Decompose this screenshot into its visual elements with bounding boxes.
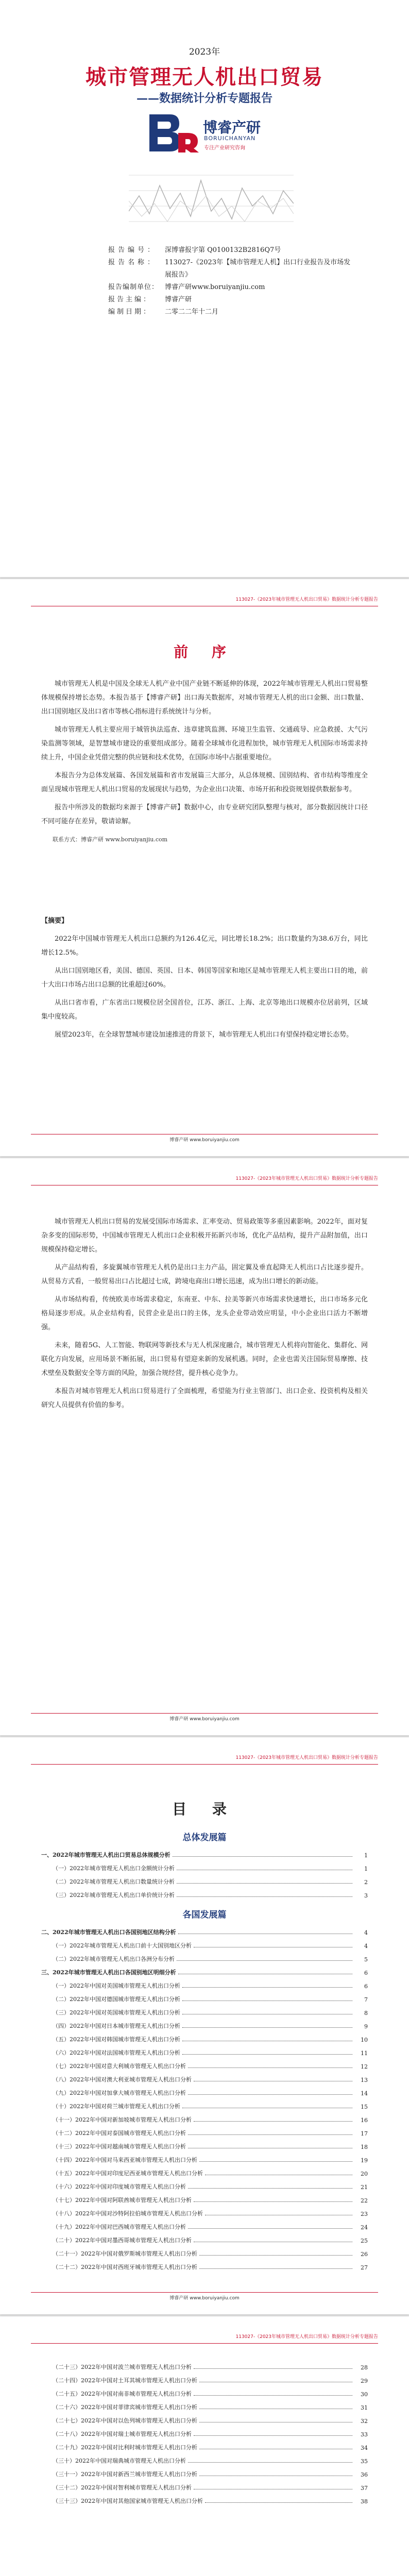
toc-entry[interactable] — [41, 1872, 368, 1886]
cover-info-block — [108, 244, 355, 318]
toc-page-number: 31 — [361, 2404, 368, 2411]
toc-entry[interactable] — [41, 2478, 368, 2492]
toc-entry-title: （五）2022年中国对韩国城市管理无人机出口分析 — [53, 2036, 180, 2043]
toc-page-number: 17 — [361, 2130, 368, 2137]
toc-entry-title: （八）2022年中国对澳大利亚城市管理无人机出口分析 — [53, 2076, 192, 2083]
page-header: 113027-《2023年城市管理无人机出口贸易》数据统计分析专题报告 — [31, 1754, 378, 1765]
toc-entry[interactable] — [41, 2438, 368, 2451]
toc-entry-title: （二）2022年城市管理无人机出口数量统计分析 — [53, 1878, 175, 1885]
toc-page-number: 24 — [361, 2224, 368, 2231]
info-row-editor: 报告主编： 博睿产研 — [108, 296, 192, 303]
cover-year: 2023年 — [189, 47, 220, 57]
page-header: 113027-《2023年城市管理无人机出口贸易》数据统计分析专题报告 — [31, 2333, 378, 2344]
toc-page-number: 8 — [364, 2010, 368, 2016]
summary-paragraph: 从出口省市看，广东省出口规模位居全国首位，江苏、浙江、上海、北京等地出口规模亦位居前列，区域集中度较高。 — [41, 999, 368, 1021]
toc-leader-dots — [199, 2255, 352, 2256]
toc-entry[interactable] — [41, 2258, 368, 2271]
toc-page-number: 21 — [361, 2184, 368, 2191]
toc-entry[interactable] — [41, 2003, 368, 2016]
toc-page-number: 4 — [364, 1929, 368, 1936]
toc-entry[interactable] — [41, 1963, 368, 1976]
toc-entry-title: （十八）2022年中国对沙特阿拉伯城市管理无人机出口分析 — [53, 2210, 203, 2217]
toc-page-number: 38 — [361, 2498, 368, 2505]
toc-leader-dots — [199, 2268, 352, 2269]
summary-paragraph: 2022年中国城市管理无人机出口总额约为126.4亿元，同比增长18.2%；出口数量约为38.6万台，同比增长12.5%。 — [41, 935, 368, 957]
toc-page-number: 23 — [361, 2211, 368, 2217]
toc-entry-title: （二十五）2022年中国对南非城市管理无人机出口分析 — [53, 2391, 192, 2397]
toc-entry-title: （二十一）2022年中国对俄罗斯城市管理无人机出口分析 — [53, 2250, 197, 2257]
toc-page-number: 1 — [364, 1852, 368, 1859]
toc-entry[interactable] — [41, 2384, 368, 2398]
toc-entry[interactable] — [41, 1950, 368, 1963]
toc-entry-title: （十五）2022年中国对印度尼西亚城市管理无人机出口分析 — [53, 2170, 203, 2177]
toc-entry[interactable] — [41, 1976, 368, 1990]
toc-page-number: 13 — [361, 2077, 368, 2083]
br-logo-icon — [149, 112, 199, 154]
toc-page-number: 20 — [361, 2171, 368, 2177]
toc-page-number: 3 — [364, 1892, 368, 1899]
preface-page — [0, 579, 409, 1156]
toc-leader-dots — [182, 1987, 352, 1988]
contact-line: 联系方式：博睿产研 www.boruiyanjiu.com — [53, 836, 168, 843]
toc-page-number: 9 — [364, 2023, 368, 2030]
toc-leader-dots — [194, 2368, 352, 2369]
toc-page-number: 36 — [361, 2471, 368, 2478]
page-header: 113027-《2023年城市管理无人机出口贸易》数据统计分析专题报告 — [31, 596, 378, 606]
toc-page-number: 27 — [361, 2264, 368, 2271]
toc-entry[interactable] — [41, 2371, 368, 2384]
toc-entry-title: 三、2022年城市管理无人机出口各国别地区明细分析 — [41, 1969, 176, 1976]
toc-entry[interactable] — [41, 2030, 368, 2043]
toc-entry[interactable] — [41, 2177, 368, 2191]
preface-text — [41, 677, 368, 851]
toc-leader-dots — [177, 1960, 352, 1961]
toc-entry[interactable] — [41, 2451, 368, 2465]
logo-chinese-text: 博睿产研 — [203, 119, 261, 136]
toc-entry[interactable] — [41, 2150, 368, 2164]
toc-entry[interactable] — [41, 2358, 368, 2371]
cover-page — [0, 0, 409, 577]
toc-entry[interactable] — [41, 2492, 368, 2505]
toc-entry-title: （十一）2022年中国对新加坡城市管理无人机出口分析 — [53, 2116, 192, 2123]
toc-entry-title: （三十三）2022年中国对其他国家城市管理无人机出口分析 — [53, 2498, 203, 2504]
body-paragraph: 从市场结构看，传统欧美市场需求稳定，东南亚、中东、拉美等新兴市场需求快速增长，出口市场多元化格局逐步形成。从企业结构看，民营企业是出口的主体，龙头企业带动效应明显，中小企业出口活力不断增强。 — [41, 1296, 368, 1331]
preface-title: 前 序 — [174, 643, 235, 660]
toc-entry-title: （二十三）2022年中国对波兰城市管理无人机出口分析 — [53, 2364, 192, 2370]
cover-title: 城市管理无人机出口贸易 — [86, 65, 323, 89]
preface-paragraph: 本报告分为总体发展篇、各国发展篇和省市发展篇三大部分，从总体规模、国别结构、省市结构等维度全面呈现城市管理无人机出口贸易的发展现状与趋势，为企业出口决策、市场开拓和投资规划提供数据参考。 — [41, 772, 368, 793]
page-footer: 博睿产研 www.boruiyanjiu.com — [31, 1713, 378, 1722]
toc-entry[interactable] — [41, 2083, 368, 2097]
toc-leader-dots — [182, 2027, 352, 2028]
toc-section-heading: 总体发展篇 — [182, 1833, 227, 1843]
toc-page-number: 25 — [361, 2238, 368, 2244]
toc-leader-dots — [182, 2054, 352, 2055]
toc-leader-dots — [188, 2067, 352, 2068]
toc-page-number: 29 — [361, 2378, 368, 2384]
toc-entry-title: （三十）2022年中国对瑞典城市管理无人机出口分析 — [53, 2458, 186, 2464]
toc-page-number: 16 — [361, 2117, 368, 2124]
toc-leader-dots — [205, 2502, 352, 2503]
toc-title: 目 录 — [172, 1801, 237, 1818]
toc-page-number: 6 — [364, 1970, 368, 1976]
toc-page-number: 5 — [364, 1956, 368, 1963]
summary-paragraph: 从出口国别地区看，美国、德国、英国、日本、韩国等国家和地区是城市管理无人机主要出口目的地，前十大出口市场占出口总额的比重超过60%。 — [41, 967, 368, 989]
body-paragraph: 本报告对城市管理无人机出口贸易进行了全面梳理，希望能为行业主管部门、出口企业、投资机构及相关研究人员提供有价值的参考。 — [41, 1387, 368, 1409]
body-paragraph: 城市管理无人机出口贸易的发展受国际市场需求、汇率变动、贸易政策等多重因素影响。2022年，面对复杂多变的国际形势，中国城市管理无人机出口企业积极开拓新兴市场，优化产品结构，提升产品附加值，出口规模保持稳定增长。 — [41, 1218, 368, 1253]
toc-page-number: 18 — [361, 2144, 368, 2150]
toc-entry[interactable] — [41, 2425, 368, 2438]
toc-entry-title: （十四）2022年中国对马来西亚城市管理无人机出口分析 — [53, 2157, 197, 2163]
toc-entry[interactable] — [41, 2191, 368, 2204]
toc-page-number: 37 — [361, 2485, 368, 2492]
logo-english-text: BORUICHANYAN — [204, 135, 256, 142]
toc-page-number: 1 — [364, 1866, 368, 1872]
toc-entry-title: （二十六）2022年中国对菲律宾城市管理无人机出口分析 — [53, 2404, 197, 2411]
toc-entry[interactable] — [41, 2465, 368, 2478]
toc-entry[interactable] — [41, 1886, 368, 1899]
toc-leader-dots — [188, 2134, 352, 2135]
toc-entry-title: （三）2022年中国对英国城市管理无人机出口分析 — [53, 2009, 180, 2016]
toc-page-number: 19 — [361, 2157, 368, 2164]
toc-entry-title: （四）2022年中国对日本城市管理无人机出口分析 — [53, 2023, 180, 2029]
body-page — [0, 1158, 409, 1735]
toc-page — [0, 2316, 409, 2576]
toc-page-number: 28 — [361, 2364, 368, 2371]
summary-paragraph: 展望2023年，在全球智慧城市建设加速推进的背景下，城市管理无人机出口有望保持稳定增长态势。 — [55, 1031, 353, 1039]
toc-entry[interactable] — [41, 2110, 368, 2124]
toc-leader-dots — [188, 2188, 352, 2189]
preface-paragraph: 报告中所涉及的数据均来源于【博睿产研】数据中心，由专业研究团队整理与核对，部分数据因统计口径不同可能存在差异，敬请谅解。 — [41, 804, 368, 825]
toc-entry[interactable] — [41, 2124, 368, 2137]
toc-page-number: 34 — [361, 2445, 368, 2451]
toc-leader-dots — [199, 2161, 352, 2162]
toc-page-number: 35 — [361, 2458, 368, 2465]
toc-page-number: 22 — [361, 2197, 368, 2204]
toc-entry[interactable] — [41, 2217, 368, 2231]
toc-entry-title: （十六）2022年中国对印度城市管理无人机出口分析 — [53, 2183, 186, 2190]
toc-entry[interactable] — [41, 2043, 368, 2057]
cover-subtitle: ——数据统计分析专题报告 — [136, 92, 272, 105]
toc-entry-title: （二十）2022年中国对墨西哥城市管理无人机出口分析 — [53, 2237, 192, 2244]
toc-entry-title: （二十七）2022年中国对以色列城市管理无人机出口分析 — [53, 2417, 197, 2424]
toc-entry-title: 一、2022年城市管理无人机出口贸易总体规模分析 — [41, 1852, 171, 1858]
toc-entry-title: （一）2022年城市管理无人机出口前十大国别地区分析 — [53, 1942, 192, 1949]
toc-entry[interactable] — [41, 2398, 368, 2411]
info-row-organization: 报告编制单位： 博睿产研www.boruiyanjiu.com — [108, 283, 265, 291]
info-row-report-id: 报告编号： 深博睿报字第 Q0100132B2816Q7号 — [108, 246, 281, 254]
toc-leader-dots — [177, 1883, 352, 1884]
toc-entry[interactable] — [41, 2231, 368, 2244]
toc-entry-title: （二）2022年城市管理无人机出口各洲分布分析 — [53, 1956, 175, 1962]
toc-page-number: 11 — [361, 2050, 368, 2057]
toc-entry-title: （二十九）2022年中国对比利时城市管理无人机出口分析 — [53, 2444, 197, 2451]
decorative-line-graph — [129, 165, 294, 237]
toc-page — [0, 1737, 409, 2314]
toc-entry[interactable] — [41, 2070, 368, 2083]
toc-section-heading: 各国发展篇 — [182, 1910, 227, 1920]
toc-entry[interactable] — [41, 2016, 368, 2030]
toc-entry-title: （七）2022年中国对意大利城市管理无人机出口分析 — [53, 2063, 186, 2070]
preface-paragraph: 城市管理无人机主要应用于城管执法巡查、违章建筑监测、环境卫生监管、交通疏导、应急救援、大气污染监测等领域，是智慧城市建设的重要组成部分。随着全球城市化进程加快，城市管理无人机国际市场需求持续上升，中国企业凭借完整的供应链和技术优势，在国际市场中占据重要地位。 — [41, 726, 368, 761]
toc-page-number: 15 — [361, 2104, 368, 2110]
toc-entry-title: （十七）2022年中国对阿联酋城市管理无人机出口分析 — [53, 2197, 192, 2204]
toc-entry-title: （十三）2022年中国对越南城市管理无人机出口分析 — [53, 2143, 186, 2150]
toc-page-number: 10 — [361, 2037, 368, 2043]
toc-entry[interactable] — [41, 2244, 368, 2258]
toc-page-number: 33 — [361, 2431, 368, 2438]
toc-list-overall — [41, 1845, 368, 1899]
toc-entry-title: （十九）2022年中国对巴西城市管理无人机出口分析 — [53, 2224, 186, 2230]
toc-entry-title: （三十二）2022年中国对智利城市管理无人机出口分析 — [53, 2484, 192, 2491]
toc-list-countries-cont — [41, 2358, 368, 2505]
toc-entry-title: （一）2022年中国对美国城市管理无人机出口分析 — [53, 1982, 180, 1989]
toc-entry-title: （二）2022年中国对德国城市管理无人机出口分析 — [53, 1996, 180, 2003]
page-header: 113027-《2023年城市管理无人机出口贸易》数据统计分析专题报告 — [31, 1175, 378, 1185]
toc-leader-dots — [194, 2435, 352, 2436]
summary-block — [41, 914, 368, 1046]
toc-entry[interactable] — [41, 1990, 368, 2003]
toc-page-number: 30 — [361, 2391, 368, 2398]
toc-entry-title: （十）2022年中国对荷兰城市管理无人机出口分析 — [53, 2103, 180, 2110]
toc-leader-dots — [194, 2395, 352, 2396]
info-row-report-name: 报告名称： 113027-《2023年【城市管理无人机】出口行业报告及市场发展报告》 — [108, 259, 351, 279]
toc-entry[interactable] — [41, 2137, 368, 2150]
toc-leader-dots — [194, 2121, 352, 2122]
toc-page-number: 4 — [364, 1943, 368, 1950]
toc-page-number: 7 — [364, 1996, 368, 2003]
body-paragraph: 从产品结构看，多旋翼城市管理无人机仍是出口主力产品，固定翼及垂直起降无人机出口占比逐步提升。从贸易方式看，一般贸易出口占比超过七成，跨境电商出口增长迅速，成为出口增长的新动能。 — [41, 1264, 368, 1285]
toc-list-countries — [41, 1923, 368, 2271]
toc-entry-title: （三十一）2022年中国对新西兰城市管理无人机出口分析 — [53, 2471, 197, 2478]
logo-tagline: 专注产业研究咨询 — [204, 145, 245, 151]
toc-entry[interactable] — [41, 2411, 368, 2425]
toc-leader-dots — [194, 2201, 352, 2202]
toc-entry-title: （二十二）2022年中国对西班牙城市管理无人机出口分析 — [53, 2264, 197, 2270]
toc-entry[interactable] — [41, 2057, 368, 2070]
body-text — [41, 1215, 368, 1416]
toc-page-number: 32 — [361, 2418, 368, 2425]
toc-entry[interactable] — [41, 2097, 368, 2110]
toc-page-number: 2 — [364, 1879, 368, 1886]
toc-leader-dots — [188, 2094, 352, 2095]
page-footer: 博睿产研 www.boruiyanjiu.com — [31, 1134, 378, 1143]
toc-entry[interactable] — [41, 1845, 368, 1859]
toc-entry[interactable] — [41, 2204, 368, 2217]
toc-entry[interactable] — [41, 1936, 368, 1950]
toc-entry-title: （六）2022年中国对法国城市管理无人机出口分析 — [53, 2049, 180, 2056]
info-row-date: 编制日期： 二零二二年十二月 — [108, 308, 219, 316]
toc-entry-title: （二十四）2022年中国对土耳其城市管理无人机出口分析 — [53, 2377, 197, 2384]
toc-entry[interactable] — [41, 1923, 368, 1936]
toc-page-number: 12 — [361, 2063, 368, 2070]
toc-entry[interactable] — [41, 1859, 368, 1872]
toc-leader-dots — [188, 2228, 352, 2229]
toc-page-number: 6 — [364, 1983, 368, 1990]
toc-entry-title: （三）2022年城市管理无人机出口单价统计分析 — [53, 1892, 175, 1899]
page-footer: 博睿产研 www.boruiyanjiu.com — [31, 2292, 378, 2301]
toc-entry-title: （二十八）2022年中国对瑞士城市管理无人机出口分析 — [53, 2431, 192, 2437]
toc-entry-title: 二、2022年城市管理无人机出口各国别地区结构分析 — [41, 1929, 176, 1936]
toc-entry[interactable] — [41, 2164, 368, 2177]
brand-logo — [149, 112, 268, 159]
toc-page-number: 26 — [361, 2251, 368, 2258]
preface-paragraph: 城市管理无人机是中国及全球无人机产业中国产业链不断延伸的体现，2022年城市管理无人机出口贸易整体规模保持增长态势。本报告基于【博睿产研】出口海关数据库，对城市管理无人机的出口金额、出口数量、出口国别地区及出口省市等核心指标进行系统统计与分析。 — [41, 680, 368, 716]
toc-entry-title: （一）2022年城市管理无人机出口金额统计分析 — [53, 1865, 175, 1872]
toc-page-number: 14 — [361, 2090, 368, 2097]
body-paragraph: 未来，随着5G、人工智能、物联网等新技术与无人机深度融合，城市管理无人机将向智能化、集群化、网联化方向发展，应用场景不断拓展，出口贸易有望迎来新的发展机遇。同时，企业也需关注国际贸易摩擦、技术壁垒及数据安全等方面的风险，加强合规经营，提升核心竞争力。 — [41, 1342, 368, 1377]
toc-entry-title: （九）2022年中国对加拿大城市管理无人机出口分析 — [53, 2090, 186, 2096]
toc-leader-dots — [173, 1856, 352, 1857]
toc-entry-title: （十二）2022年中国对泰国城市管理无人机出口分析 — [53, 2130, 186, 2137]
toc-leader-dots — [188, 2462, 352, 2463]
toc-leader-dots — [177, 1896, 352, 1897]
summary-title: 【摘要】 — [41, 917, 69, 925]
